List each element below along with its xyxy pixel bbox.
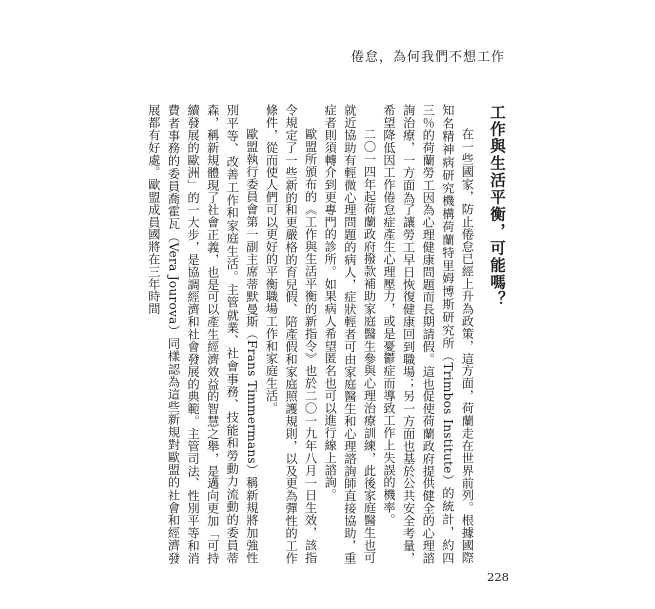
paragraph-3: 歐盟所頒布的《工作與生活平衡的新指令》也於二〇一九年八月一日生效，該指令規定了一些新的和更嚴格的育兒假、陪產假和家庭照護規則，以及更為彈性的工作條件，從而使人們可以更好的平衡職場工作和家庭生活。 bbox=[264, 104, 318, 564]
paragraph-2: 二〇一四年起荷蘭政府撥款補助家庭醫生參與心理治療訓練，此後家庭醫生也可就近協助有輕微心理問題的病人，症狀輕者可由家庭醫生和心理諮詢師直接協助，重症者則須轉介到更專門的診所。如果病人希望匿名也可以進行線上諮詢。 bbox=[323, 104, 377, 564]
vertical-text-column bbox=[146, 104, 506, 564]
page-number: 228 bbox=[487, 570, 509, 584]
paragraph-1: 在一些國家，防止倦怠已經上升為政策，這方面，荷蘭走在世界前列。根據國際知名精神病研究機構荷蘭特里姆博斯研究所（Trimbos Institute）的統計，約四三％的荷蘭勞工因為心理健康問題而長期請假。這也促使荷蘭政府提供健全的心理諮詢治療，一方面為了讓勞工早日恢復健康回到職場；另一方面也基於公共安全考量，希望降低因工作倦怠症產生心理壓力，或是憂鬱症而導致工作上失誤的機率。 bbox=[382, 104, 475, 564]
text-block bbox=[146, 104, 506, 564]
paragraph-4: 歐盟執行委員會第一副主席蒂默曼斯（Frans Timmermans）稱新規將加強性別平等、改善工作和家庭生活。主管就業、社會事務、技能和勞動力流動的委員蒂森，稱新規體現了社會正義，也是可以產生經濟效益的智慧之舉，是邁向更加「可持續發展的歐洲」的一大步，是協調經濟和社會發展的典範。主管司法、性別平等和消費者事務的委員喬霍瓦（Vera Jourova）同樣認為這些新規對歐盟的社會和經濟發展都有好處。歐盟成員國將在三年時間 bbox=[146, 104, 259, 564]
section-title: 工作與生活平衡，可能嗎？ bbox=[488, 104, 506, 308]
running-header: 倦怠，為何我們不想工作 bbox=[350, 50, 505, 65]
